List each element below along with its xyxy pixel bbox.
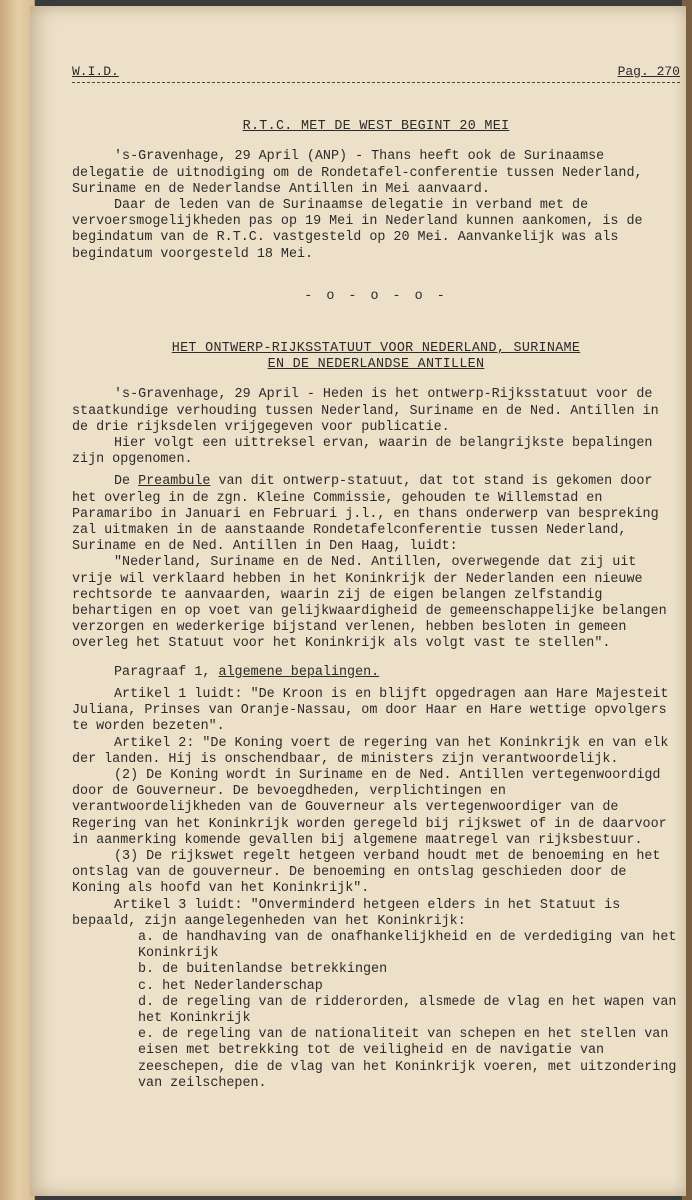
list-item-a: a. de handhaving van de onafhankelijkheid en de verdediging van het Koninkrijk [138,929,677,962]
page-content [72,64,680,1092]
artikel-3: Artikel 3 luidt: "Onverminderd hetgeen elders in het Statuut is bepaald, zijn aangelegenheden van het Koninkrijk: [72,897,621,929]
artikel-2-lid-2: (2) De Koning wordt in Suriname en de Ned. Antillen vertegenwoordigd door de Gouverneur. De bevoegdheden, verplichtingen en verantwoordelijkheden van de Gouverneur als vertegenwoordiger van de Regering van het Koninkrijk worden geregeld bij rijkswet of in de daarvoor in aanmerking komende gevallen bij algemene maatregel van rijksbestuur. [72,767,667,848]
artikel-2: Artikel 2: "De Koning voert de regering van het Koninkrijk en van elk der landen. Hij is onschendbaar, de ministers zijn verantwoordelijk. [72,735,669,767]
list-item-b: b. de buitenlandse betrekkingen [138,962,388,978]
preamble-post: van dit ontwerp-statuut, dat tot stand is gekomen door het overleg in de zgn. Kleine Commissie, gehouden te Willemstad en Paramaribo in Januari en Februari j.l., en thans onderwerp van bespreking zal uitmaken in de aanstaande Rondetafelconferentie tussen Nederland, Suriname en de Ned. Antillen in Den Haag, luidt: [72,474,659,555]
artikel-2-lid-3: (3) De rijkswet regelt hetgeen verband houdt met de benoeming en het ontslag van de gouverneur. De benoeming en ontslag geschieden door de Koning als hoofd van het Koninkrijk". [72,848,661,897]
page-number: Pag. 270 [617,64,680,79]
article2-title-line2: EN DE NEDERLANDSE ANTILLEN [267,357,485,373]
preamble-term: Preambule [138,474,211,490]
paragraph-1-term: algemene bepalingen. [218,664,380,680]
article1-paragraph-2: Daar de leden van de Surinaamse delegatie in verband met de vervoersmogelijkheden pas op 19 Mei in Nederland kunnen aankomen, is de begindatum van de R.T.C. vastgesteld op 20 Mei. Aanvankelijk was als begindatum voorgesteld 18 Mei. [72,198,643,262]
page-header [72,64,680,83]
section-divider: - o - o - o - [304,288,448,304]
header-left: W.I.D. [72,64,119,79]
paragraph-1-heading [72,665,680,681]
article2-paragraph-1: 's-Gravenhage, 29 April - Heden is het ontwerp-Rijksstatuut voor de staatkundige verhouding tussen Nederland, Suriname en de Ned. Antillen in de drie rijksdelen vrijgegeven voor publicatie. [72,387,659,435]
preamble-pre: De [114,474,139,490]
preamble-quote: "Nederland, Suriname en de Ned. Antillen, overwegende dat zij uit vrije wil verklaard hebben in het Koninkrijk der Nederlanden een nieuwe rechtsorde te aanvaarden, waarin zij de eigen belangen zelfstandig behartigen en op voet van gelijkwaardigheid de gemeenschappelijke belangen verzorgen en wederkerige bijstand verlenen, hebben besloten in gemeen overleg het Statuut voor het Koninkrijk als volgt vast te stellen". [72,555,667,652]
document-page [30,6,686,1196]
list-item-d: d. de regeling van de ridderorden, alsmede de vlag en het wapen van het Koninkrijk [138,994,677,1026]
preamble-paragraph [72,474,680,555]
article1-paragraph-1: 's-Gravenhage, 29 April (ANP) - Thans heeft ook de Surinaamse delegatie de uitnodiging om de Rondetafel-conferentie tussen Nederland, Suriname en de Nederlandse Antillen in Mei aanvaard. [72,149,643,197]
paragraph-1-pre: Paragraaf 1, [114,664,219,680]
list-item-c: c. het Nederlanderschap [138,978,323,994]
artikel-1: Artikel 1 luidt: "De Kroon is en blijft opgedragen aan Hare Majesteit Juliana, Prinses van Oranje-Nassau, om door Haar en Hare wettige opvolgers te worden bezeten". [72,686,669,735]
article2-paragraph-2: Hier volgt een uittreksel ervan, waarin de belangrijkste bepalingen zijn opgenomen. [72,436,653,468]
list-item-e: e. de regeling van de nationaliteit van schepen en het stellen van eisen met betrekking tot de veiligheid en de navigatie van zeeschepen, die de vlag van het Koninkrijk voeren, met uitzondering van zeilschepen. [138,1027,677,1091]
article2-title-line1: HET ONTWERP-RIJKSSTATUUT VOOR NEDERLAND, SURINAME [171,341,581,357]
article1-title: R.T.C. MET DE WEST BEGINT 20 MEI [242,119,510,135]
